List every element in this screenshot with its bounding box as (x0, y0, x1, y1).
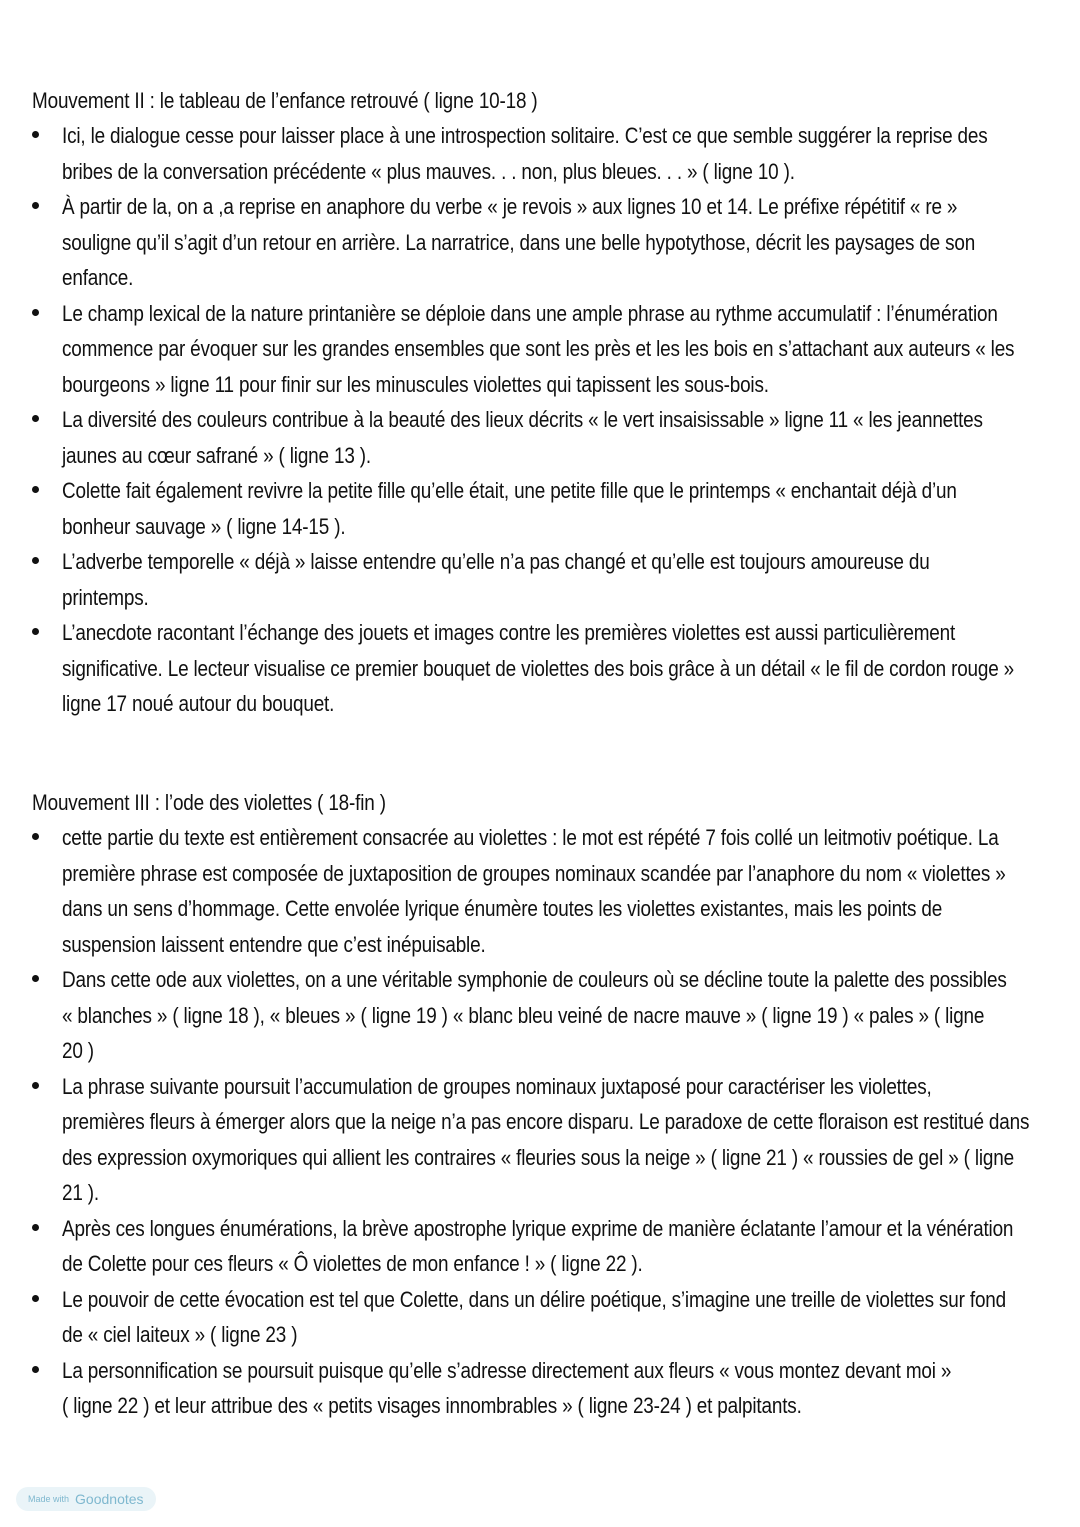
bullet-item (32, 402, 1050, 473)
bullet-text-line: des expression oxymoriques qui allient les contraires « fleuries sous la neige » ( ligne 21 ) « roussies de gel » ( ligne (62, 1144, 1014, 1170)
bullet-text-line: ( ligne 22 ) et leur attribue des « petits visages innombrables » ( ligne 23-24 ) et palpitants. (62, 1393, 802, 1418)
bullet-item (32, 1353, 1050, 1424)
bullet-text-line: bonheur sauvage » ( ligne 14-15 ). (62, 513, 346, 539)
bullet-text-line: suspension laissent entendre que c’est inépuisable. (62, 931, 486, 957)
goodnotes-watermark (16, 1487, 156, 1511)
bullet-item (32, 1211, 1050, 1282)
bullet-text-line: ligne 17 noué autour du bouquet. (62, 691, 335, 716)
section-mouvement-2 (32, 84, 1050, 722)
bullet-item (32, 544, 1050, 615)
watermark-prefix: Made with (28, 1494, 70, 1504)
bullet-dot-icon (32, 131, 39, 138)
bullet-dot-icon (32, 415, 39, 422)
bullet-text-line: La diversité des couleurs contribue à la beauté des lieux décrits « le vert insaisissable » ligne 11 « les jeannettes (62, 407, 983, 432)
bullet-text-line: 21 ). (62, 1180, 100, 1205)
bullet-text-line: Ici, le dialogue cesse pour laisser place à une introspection solitaire. C’est ce que semble suggérer la reprise des (62, 123, 988, 148)
section-heading: Mouvement II : le tableau de l’enfance retrouvé ( ligne 10-18 ) (32, 88, 538, 113)
bullet-dot-icon (32, 557, 39, 564)
bullet-text-line: jaunes au cœur safrané » ( ligne 13 ). (62, 442, 371, 468)
bullet-text-line: significative. Le lecteur visualise ce premier bouquet de violettes des bois grâce à un détail « le fil de cordon rouge » (62, 655, 1015, 681)
bullet-text-line: « blanches » ( ligne 18 ), « bleues » ( ligne 19 ) « blanc bleu veiné de nacre mauve » ( ligne 19 ) « pales » ( ligne (62, 1002, 985, 1028)
bullet-dot-icon (32, 309, 39, 316)
bullet-text-line: premières fleurs à émerger alors que la neige n’a pas encore disparu. Le paradoxe de cette floraison est restitué dans (62, 1109, 1030, 1134)
bullet-text-line: À partir de la, on a ,a reprise en anaphore du verbe « je revois » aux lignes 10 et 14. Le préfixe répétitif « re » (62, 194, 958, 219)
bullet-item (32, 189, 1050, 296)
bullet-text-line: bourgeons » ligne 11 pour finir sur les minuscules violettes qui tapissent les sous-bois. (62, 371, 769, 397)
bullet-dot-icon (32, 202, 39, 209)
bullet-list (32, 820, 1050, 1424)
section-mouvement-3 (32, 786, 1050, 1424)
bullet-text-line: dans un sens d’hommage. Cette envolée lyrique énumère toutes les violettes existantes, mais les points de (62, 896, 943, 921)
bullet-dot-icon (32, 975, 39, 982)
bullet-dot-icon (32, 628, 39, 635)
bullet-text-line: cette partie du texte est entièrement consacrée au violettes : le mot est répété 7 fois collé un leitmotiv poétique. La (62, 825, 999, 850)
bullet-list (32, 118, 1050, 722)
bullet-dot-icon (32, 833, 39, 840)
bullet-text-line: printemps. (62, 584, 149, 610)
bullet-text-line: Le champ lexical de la nature printanière se déploie dans une ample phrase au rythme accumulatif : l’énumération (62, 300, 998, 326)
bullet-text-line: La personnification se poursuit puisque qu’elle s’adresse directement aux fleurs « vous montez devant moi » (62, 1357, 952, 1383)
watermark-brand: Goodnotes (75, 1491, 144, 1507)
bullet-item (32, 118, 1050, 189)
bullet-item (32, 1282, 1050, 1353)
bullet-text-line: souligne qu’il s’agit d’un retour en arrière. La narratrice, dans une belle hypotythose, décrit les paysages de son (62, 229, 976, 255)
bullet-dot-icon (32, 1082, 39, 1089)
bullet-dot-icon (32, 1366, 39, 1373)
bullet-text-line: bribes de la conversation précédente « plus mauves. . . non, plus bleues. . . » ( ligne 10 ). (62, 158, 795, 184)
bullet-item (32, 473, 1050, 544)
bullet-text-line: Dans cette ode aux violettes, on a une véritable symphonie de couleurs où se décline toute la palette des possibles (62, 967, 1007, 992)
bullet-item (32, 1069, 1050, 1211)
bullet-dot-icon (32, 1224, 39, 1231)
bullet-text-line: Colette fait également revivre la petite fille qu’elle était, une petite fille que le printemps « enchantait déjà d’un (62, 478, 957, 503)
bullet-text-line: commence par évoquer sur les grandes ensembles que sont les près et les les bois en s’attachant aux auteurs « les (62, 336, 1015, 361)
bullet-dot-icon (32, 1295, 39, 1302)
bullet-text-line: Le pouvoir de cette évocation est tel que Colette, dans un délire poétique, s’imagine une treille de violettes sur fond (62, 1286, 1007, 1312)
bullet-text-line: L’adverbe temporelle « déjà » laisse entendre qu’elle n’a pas changé et qu’elle est toujours amoureuse du (62, 549, 930, 574)
bullet-item (32, 615, 1050, 722)
bullet-item (32, 962, 1050, 1069)
bullet-text-line: Après ces longues énumérations, la brève apostrophe lyrique exprime de manière éclatante l’amour et la vénération (62, 1215, 1014, 1241)
bullet-item (32, 296, 1050, 403)
bullet-text-line: de « ciel laiteux » ( ligne 23 ) (62, 1322, 298, 1347)
bullet-text-line: de Colette pour ces fleurs « Ô violettes de mon enfance ! » ( ligne 22 ). (62, 1251, 643, 1276)
section-heading: Mouvement III : l’ode des violettes ( 18-fin ) (32, 790, 386, 815)
bullet-text-line: L’anecdote racontant l’échange des jouets et images contre les premières violettes est aussi particulièrement (62, 620, 956, 645)
bullet-text-line: 20 ) (62, 1038, 94, 1063)
bullet-text-line: enfance. (62, 265, 134, 290)
bullet-text-line: première phrase est composée de juxtaposition de groupes nominaux scandée par l’anaphore du nom « violettes » (62, 860, 1006, 886)
bullet-item (32, 820, 1050, 962)
bullet-text-line: La phrase suivante poursuit l’accumulation de groupes nominaux juxtaposé pour caractériser les violettes, (62, 1073, 932, 1099)
bullet-dot-icon (32, 486, 39, 493)
